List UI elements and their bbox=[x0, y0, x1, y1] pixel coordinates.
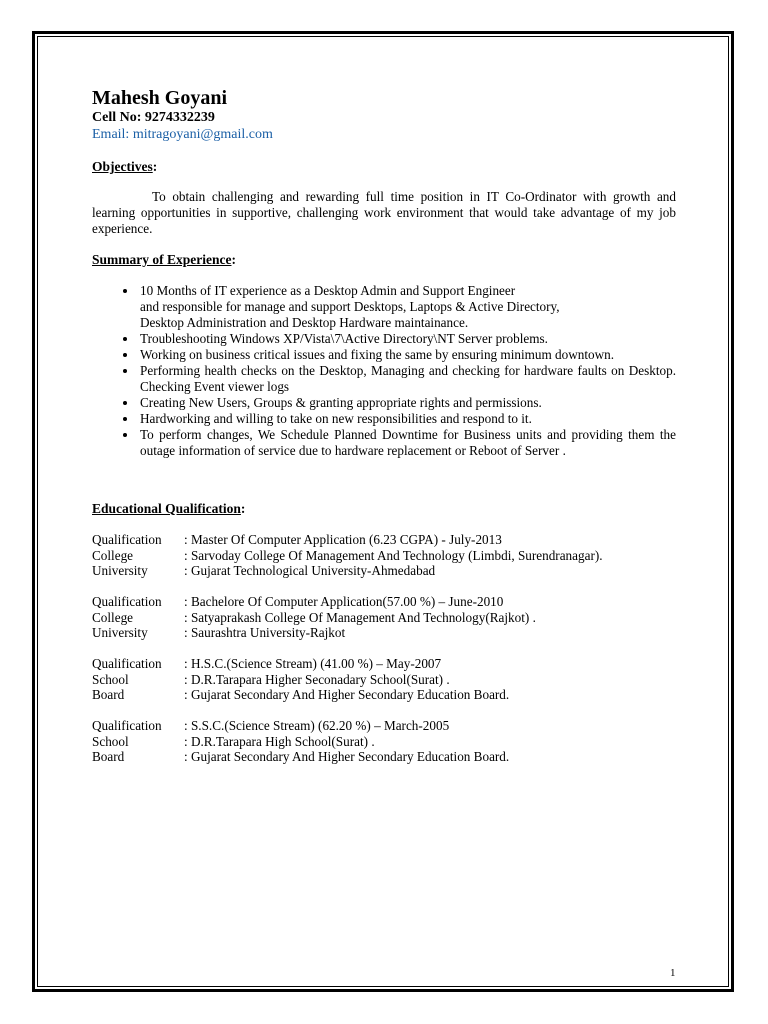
education-row bbox=[92, 749, 676, 765]
objectives-heading-text: Objectives bbox=[92, 159, 153, 174]
summary-list bbox=[92, 283, 676, 459]
education-heading bbox=[92, 501, 676, 517]
education-label: College bbox=[92, 609, 134, 625]
education-row bbox=[92, 548, 676, 564]
education-row bbox=[92, 718, 676, 734]
education-value: : Sarvoday College Of Management And Technology (Limbdi, Surendranagar). bbox=[184, 547, 603, 563]
summary-item: • Performing health checks on the Desktop, Managing and checking for hardware faults on Desktop. Checking Event viewer logs bbox=[138, 363, 676, 395]
education-block bbox=[92, 656, 676, 703]
summary-item: • Creating New Users, Groups & granting appropriate rights and permissions. bbox=[138, 395, 676, 411]
education-value: : D.R.Tarapara Higher Seconadary School(Surat) . bbox=[184, 671, 450, 687]
objectives-heading-colon: : bbox=[152, 159, 158, 174]
summary-item bbox=[138, 283, 676, 331]
education-heading-text: Educational Qualification bbox=[92, 501, 241, 516]
education-value: : H.S.C.(Science Stream) (41.00 %) – May-2007 bbox=[184, 656, 442, 671]
candidate-name: Mahesh Goyani bbox=[92, 87, 228, 109]
education-row bbox=[92, 610, 676, 626]
education-label: University bbox=[92, 625, 148, 640]
education-value: : Master Of Computer Application (6.23 CGPA) - July-2013 bbox=[184, 532, 502, 547]
education-row bbox=[92, 687, 676, 703]
objectives-text: To obtain challenging and rewarding full time position in IT Co-Ordinator with growth and learning opportunities in supportive, challenging work environment that would take advantage of my job experience. bbox=[92, 189, 676, 236]
education-row bbox=[92, 532, 676, 548]
education-row bbox=[92, 625, 676, 641]
education-row bbox=[92, 672, 676, 688]
education-label: Qualification bbox=[92, 656, 162, 671]
education-block bbox=[92, 594, 676, 641]
education-block bbox=[92, 718, 676, 765]
education-label: School bbox=[92, 671, 129, 687]
education-value: : Bachelore Of Computer Application(57.00 %) – June-2010 bbox=[184, 594, 504, 609]
education-value: : S.S.C.(Science Stream) (62.20 %) – March-2005 bbox=[184, 718, 450, 733]
education-label: College bbox=[92, 547, 134, 563]
summary-item: • Troubleshooting Windows XP/Vista\7\Active Directory\NT Server problems. bbox=[138, 331, 676, 347]
summary-heading-colon: : bbox=[231, 252, 236, 267]
resume-content bbox=[92, 86, 676, 780]
page-number: 1 bbox=[670, 967, 676, 979]
education-row bbox=[92, 594, 676, 610]
education-value: : Gujarat Secondary And Higher Secondary Education Board. bbox=[184, 687, 510, 702]
education-label: University bbox=[92, 563, 148, 578]
education-value: : D.R.Tarapara High School(Surat) . bbox=[184, 733, 375, 749]
education-label: School bbox=[92, 733, 129, 749]
summary-item: • Working on business critical issues and fixing the same by ensuring minimum downtown. bbox=[138, 347, 676, 363]
education-label: Board bbox=[92, 749, 125, 764]
education-label: Qualification bbox=[92, 532, 162, 547]
education-label: Qualification bbox=[92, 594, 162, 609]
summary-heading bbox=[92, 252, 676, 268]
education-row bbox=[92, 563, 676, 579]
education-section bbox=[92, 532, 676, 765]
education-label: Qualification bbox=[92, 718, 162, 733]
education-block bbox=[92, 532, 676, 579]
summary-item-text: and responsible for manage and support Desktops, Laptops & Active Directory, bbox=[140, 299, 560, 314]
education-value: : Gujarat Secondary And Higher Secondary Education Board. bbox=[184, 749, 510, 764]
education-label: Board bbox=[92, 687, 125, 702]
education-value: : Satyaprakash College Of Management And Technology(Rajkot) . bbox=[184, 609, 536, 625]
education-row bbox=[92, 734, 676, 750]
cell-number: Cell No: 9274332239 bbox=[92, 110, 215, 125]
summary-item: • Hardworking and willing to take on new responsibilities and respond to it. bbox=[138, 411, 676, 427]
summary-item-text: 10 Months of IT experience as a Desktop Admin and Support Engineer bbox=[140, 283, 516, 298]
email-address: Email: mitragoyani@gmail.com bbox=[92, 127, 273, 142]
summary-item: • To perform changes, We Schedule Planned Downtime for Business units and providing them the outage information of service due to hardware replacement or Reboot of Server . bbox=[138, 427, 676, 459]
education-value: : Gujarat Technological University-Ahmedabad bbox=[184, 563, 436, 578]
objectives-heading bbox=[92, 159, 676, 175]
education-heading-colon: : bbox=[240, 501, 246, 516]
education-row bbox=[92, 656, 676, 672]
summary-heading-text: Summary of Experience bbox=[92, 252, 232, 267]
education-value: : Saurashtra University-Rajkot bbox=[184, 625, 346, 640]
summary-item-text: Desktop Administration and Desktop Hardware maintainance. bbox=[140, 315, 469, 330]
